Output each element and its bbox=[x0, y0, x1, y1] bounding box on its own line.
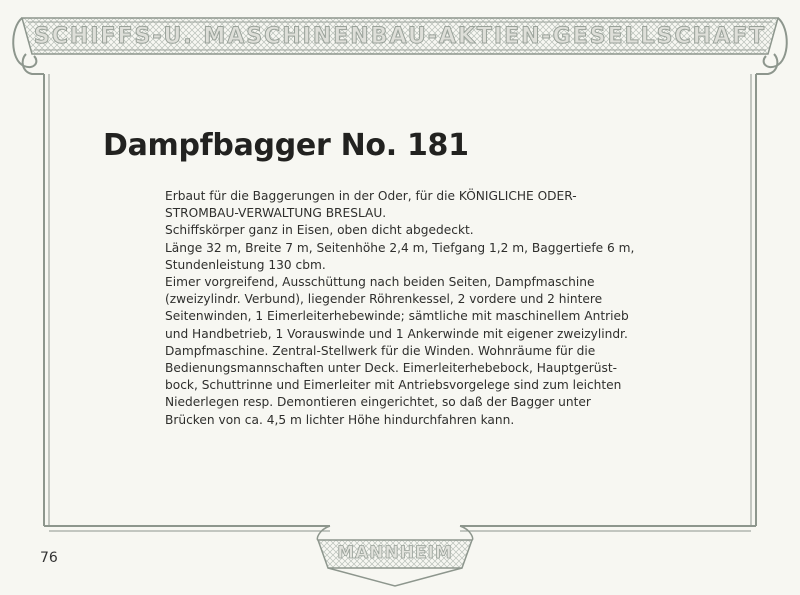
description-text bbox=[165, 188, 653, 429]
text-line: (zweizylindr. Verbund), liegender Röhrenkessel, 2 vordere und 2 hintere bbox=[165, 292, 603, 307]
text-line: Stundenleistung 130 cbm. bbox=[165, 257, 326, 272]
text-line: Niederlegen resp. Demontieren eingerichtet, so daß der Bagger unter bbox=[165, 395, 591, 410]
paragraph-origin bbox=[165, 188, 653, 222]
text-line: Eimer vorgreifend, Ausschüttung nach beiden Seiten, Dampfmaschine bbox=[165, 275, 595, 290]
text-line: Länge 32 m, Breite 7 m, Seitenhöhe 2,4 m, Tiefgang 1,2 m, Baggertiefe 6 m, bbox=[165, 240, 635, 255]
text-line: Bedienungsmannschaften unter Deck. Eimerleiterhebebock, Hauptgerüst- bbox=[165, 361, 618, 376]
text-line: und Handbetrieb, 1 Vorauswinde und 1 Ankerwinde mit eigener zweizylindr. bbox=[165, 326, 628, 341]
footer-city-text: MANNHEIM bbox=[337, 543, 453, 563]
paragraph-dimensions bbox=[165, 240, 653, 274]
paragraph-hull bbox=[165, 222, 653, 239]
paragraph-equipment bbox=[165, 274, 653, 429]
page-number: 76 bbox=[40, 550, 58, 566]
page-title: Dampfbagger No. 181 bbox=[103, 128, 469, 163]
text-line: bock, Schuttrinne und Eimerleiter mit Antriebsvorgelege sind zum leichten bbox=[165, 378, 622, 393]
text-line: Erbaut für die Baggerungen in der Oder, für die KÖNIGLICHE ODER- bbox=[165, 189, 577, 203]
text-line: Schiffskörper ganz in Eisen, oben dicht abgedeckt. bbox=[165, 223, 474, 238]
text-line: STROMBAU-VERWALTUNG BRESLAU. bbox=[165, 206, 387, 221]
text-line: Dampfmaschine. Zentral-Stellwerk für die Winden. Wohnräume für die bbox=[165, 343, 596, 358]
company-banner-text: SCHIFFS-U. MASCHINENBAU-AKTIEN-GESELLSCHAFT bbox=[33, 23, 767, 49]
text-line: Brücken von ca. 4,5 m lichter Höhe hindurchfahren kann. bbox=[165, 412, 515, 427]
text-line: Seitenwinden, 1 Eimerleiterhebewinde; sämtliche mit maschinellem Antrieb bbox=[165, 309, 629, 324]
